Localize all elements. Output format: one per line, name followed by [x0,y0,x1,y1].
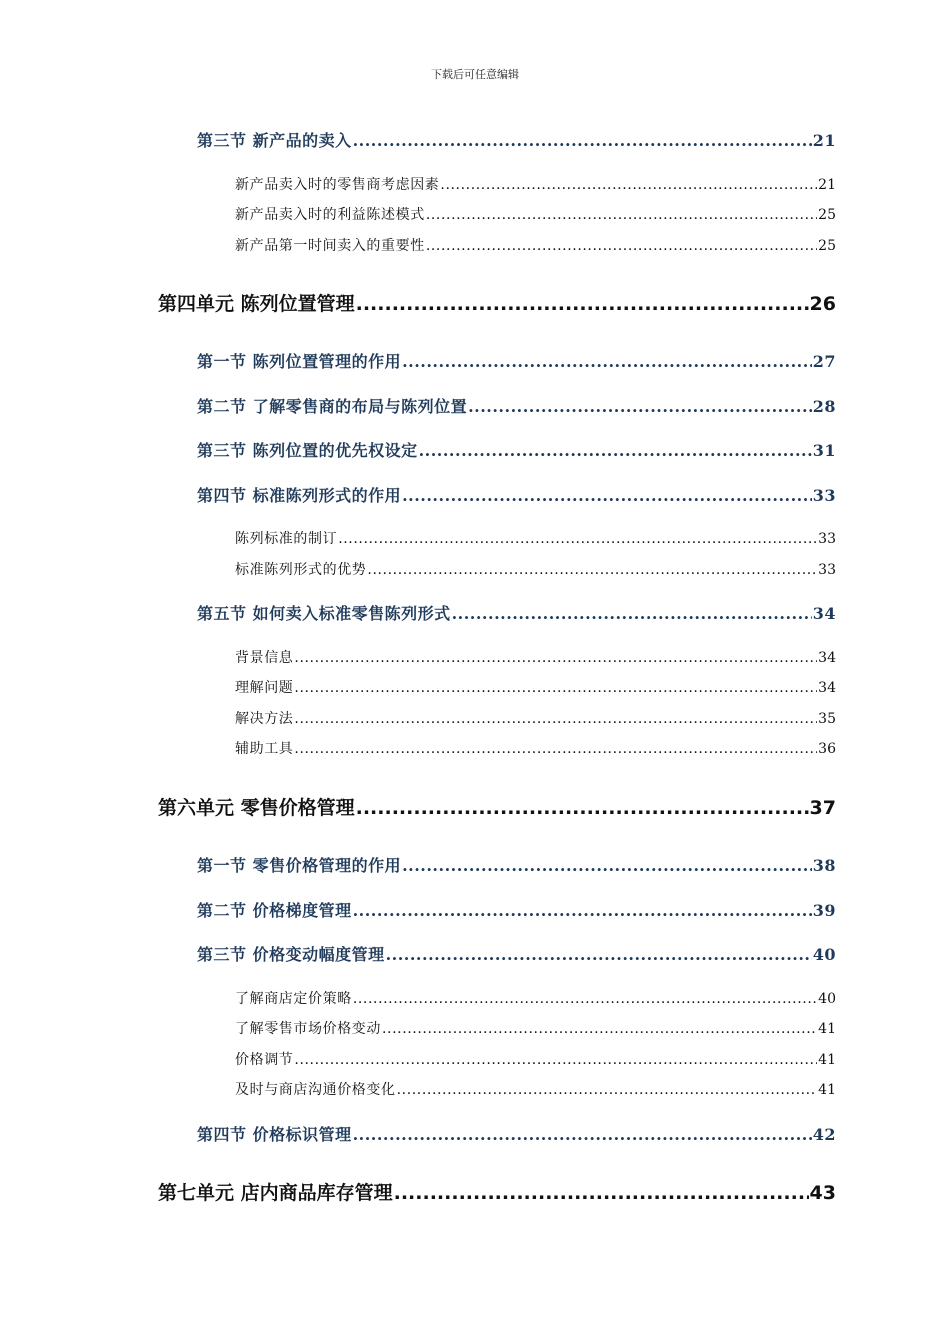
toc-entry[interactable] [235,559,836,579]
toc-entry-page: 34 [818,680,836,696]
toc-entry-page: 41 [818,1052,836,1068]
toc-entry[interactable] [197,128,836,151]
page-header: 下载后可任意编辑 [431,68,519,81]
toc-entry-page: 25 [818,238,836,254]
toc-entry-label: 第三节 新产品的卖入 [197,131,352,150]
toc-entry-page: 35 [818,711,836,727]
toc-entry[interactable] [158,289,836,316]
toc-entry-label: 背景信息 [235,650,294,666]
toc-entry[interactable] [197,898,836,921]
dot-leader [353,901,812,920]
toc-entry-label: 第二节 价格梯度管理 [197,901,352,920]
toc-entry[interactable] [235,174,836,194]
dot-leader [353,131,812,150]
toc-entry[interactable] [197,438,836,461]
toc-entry[interactable] [235,647,836,667]
toc-entry-label: 第三节 陈列位置的优先权设定 [197,441,418,460]
dot-leader [353,991,817,1007]
toc-entry-page: 33 [812,486,836,505]
toc-entry-page: 34 [818,650,836,666]
toc-entry-label: 第四节 标准陈列形式的作用 [197,486,402,505]
dot-leader [356,293,809,315]
toc-entry-label: 第四节 价格标识管理 [197,1125,352,1144]
toc-entry-page: 21 [818,177,836,193]
toc-entry[interactable] [197,853,836,876]
toc-entry[interactable] [235,988,836,1008]
toc-entry-label: 新产品卖入时的利益陈述模式 [235,207,425,223]
toc-entry[interactable] [197,483,836,506]
toc-entry-label: 解决方法 [235,711,294,727]
dot-leader [294,680,817,696]
toc-entry-page: 39 [812,901,836,920]
toc-entry[interactable] [235,1079,836,1099]
toc-entry-label: 理解问题 [235,680,294,696]
toc-entry-page: 25 [818,207,836,223]
toc-entry-page: 27 [812,352,836,371]
dot-leader [440,177,817,193]
toc-entry-page: 26 [809,293,836,315]
toc-entry-label: 第五节 如何卖入标准零售陈列形式 [197,604,451,623]
toc-entry-label: 第一节 陈列位置管理的作用 [197,352,402,371]
dot-leader [382,1021,817,1037]
toc-entry-page: 33 [818,531,836,547]
dot-leader [419,441,812,460]
toc-entry-page: 41 [818,1082,836,1098]
toc-entry-page: 38 [812,856,836,875]
toc-entry[interactable] [235,708,836,728]
toc-entry-page: 33 [818,562,836,578]
dot-leader [294,1052,817,1068]
toc-entry-page: 42 [812,1125,836,1144]
toc-entry-label: 新产品卖入时的零售商考虑因素 [235,177,440,193]
toc-entry-label: 辅助工具 [235,741,294,757]
toc-entry-page: 43 [809,1182,836,1204]
toc-entry-page: 31 [812,441,836,460]
toc-entry-page: 40 [818,991,836,1007]
toc-entry[interactable] [235,738,836,758]
toc-entry[interactable] [158,1178,836,1205]
toc-entry-label: 了解零售市场价格变动 [235,1021,381,1037]
dot-leader [367,562,817,578]
toc-entry-page: 34 [812,604,836,623]
toc-entry[interactable] [235,235,836,255]
toc-entry[interactable] [235,528,836,548]
dot-leader [426,207,817,223]
toc-entry[interactable] [197,942,836,965]
dot-leader [402,352,812,371]
toc-entry-page: 40 [812,945,836,964]
toc-entry-page: 37 [809,797,836,819]
toc-entry-label: 第四单元 陈列位置管理 [158,293,355,315]
dot-leader [402,486,812,505]
toc-entry[interactable] [235,1018,836,1038]
dot-leader [294,650,817,666]
dot-leader [353,1125,812,1144]
toc-entry-label: 陈列标准的制订 [235,531,338,547]
toc-entry[interactable] [235,1049,836,1069]
toc-entry-label: 第七单元 店内商品库存管理 [158,1182,393,1204]
toc-entry[interactable] [197,394,836,417]
toc-entry[interactable] [197,601,836,624]
dot-leader [402,856,812,875]
toc-entry-page: 21 [812,131,836,150]
toc-entry-page: 36 [818,741,836,757]
dot-leader [294,711,817,727]
dot-leader [294,741,817,757]
toc-entry-label: 第二节 了解零售商的布局与陈列位置 [197,397,468,416]
toc-entry-label: 第三节 价格变动幅度管理 [197,945,385,964]
toc-entry-label: 新产品第一时间卖入的重要性 [235,238,425,254]
toc-entry-page: 41 [818,1021,836,1037]
dot-leader [386,945,812,964]
toc-entry-label: 了解商店定价策略 [235,991,352,1007]
toc-entry[interactable] [235,204,836,224]
dot-leader [468,397,812,416]
toc-entry-label: 价格调节 [235,1052,294,1068]
dot-leader [394,1182,809,1204]
toc-entry-label: 第六单元 零售价格管理 [158,797,355,819]
dot-leader [338,531,817,547]
dot-leader [356,797,809,819]
dot-leader [426,238,817,254]
toc-entry[interactable] [235,677,836,697]
dot-leader [397,1082,818,1098]
toc-entry[interactable] [158,793,836,820]
toc-entry-label: 标准陈列形式的优势 [235,562,367,578]
toc-entry-page: 28 [812,397,836,416]
dot-leader [452,604,812,623]
toc-entry-label: 及时与商店沟通价格变化 [235,1082,396,1098]
toc-entry[interactable] [197,349,836,372]
toc-entry-label: 第一节 零售价格管理的作用 [197,856,402,875]
toc-entry[interactable] [197,1122,836,1145]
